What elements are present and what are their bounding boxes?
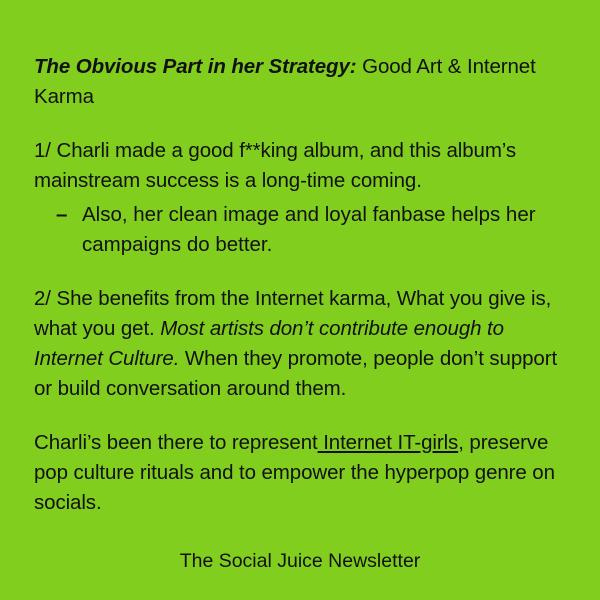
closing-part-one: Charli’s been there to represent xyxy=(34,431,318,454)
closing-underlined-phrase: Internet IT-girls xyxy=(317,431,459,454)
newsletter-footer: The Social Juice Newsletter xyxy=(179,550,421,572)
bullet-dash-marker: – xyxy=(56,203,68,226)
point-one-paragraph: 1/ Charli made a good f**king album, and this album’s mainstream success is a long-time coming. xyxy=(34,139,517,192)
closing-paragraph xyxy=(34,428,566,518)
bullet-item-text: Also, her clean image and loyal fanbase helps her campaigns do better. xyxy=(82,203,536,256)
closing-part-two: , preserve pop culture rituals and to empower the hyperpop genre on socials. xyxy=(34,431,555,514)
heading-bold-lead: The Obvious Part in her Strategy: xyxy=(34,55,357,78)
heading-rest: Good Art & Internet Karma xyxy=(34,55,536,108)
heading-paragraph xyxy=(34,52,566,112)
point-two-italic-emphasis: Most artists don’t contribute enough to Internet Culture. xyxy=(34,317,504,370)
point-two-paragraph xyxy=(34,284,566,404)
point-two-part-one: 2/ She benefits from the Internet karma, What you give is, what you get. xyxy=(34,287,552,340)
bullet-item xyxy=(34,200,566,260)
point-two-part-two: When they promote, people don’t support or build conversation around them. xyxy=(34,347,558,400)
